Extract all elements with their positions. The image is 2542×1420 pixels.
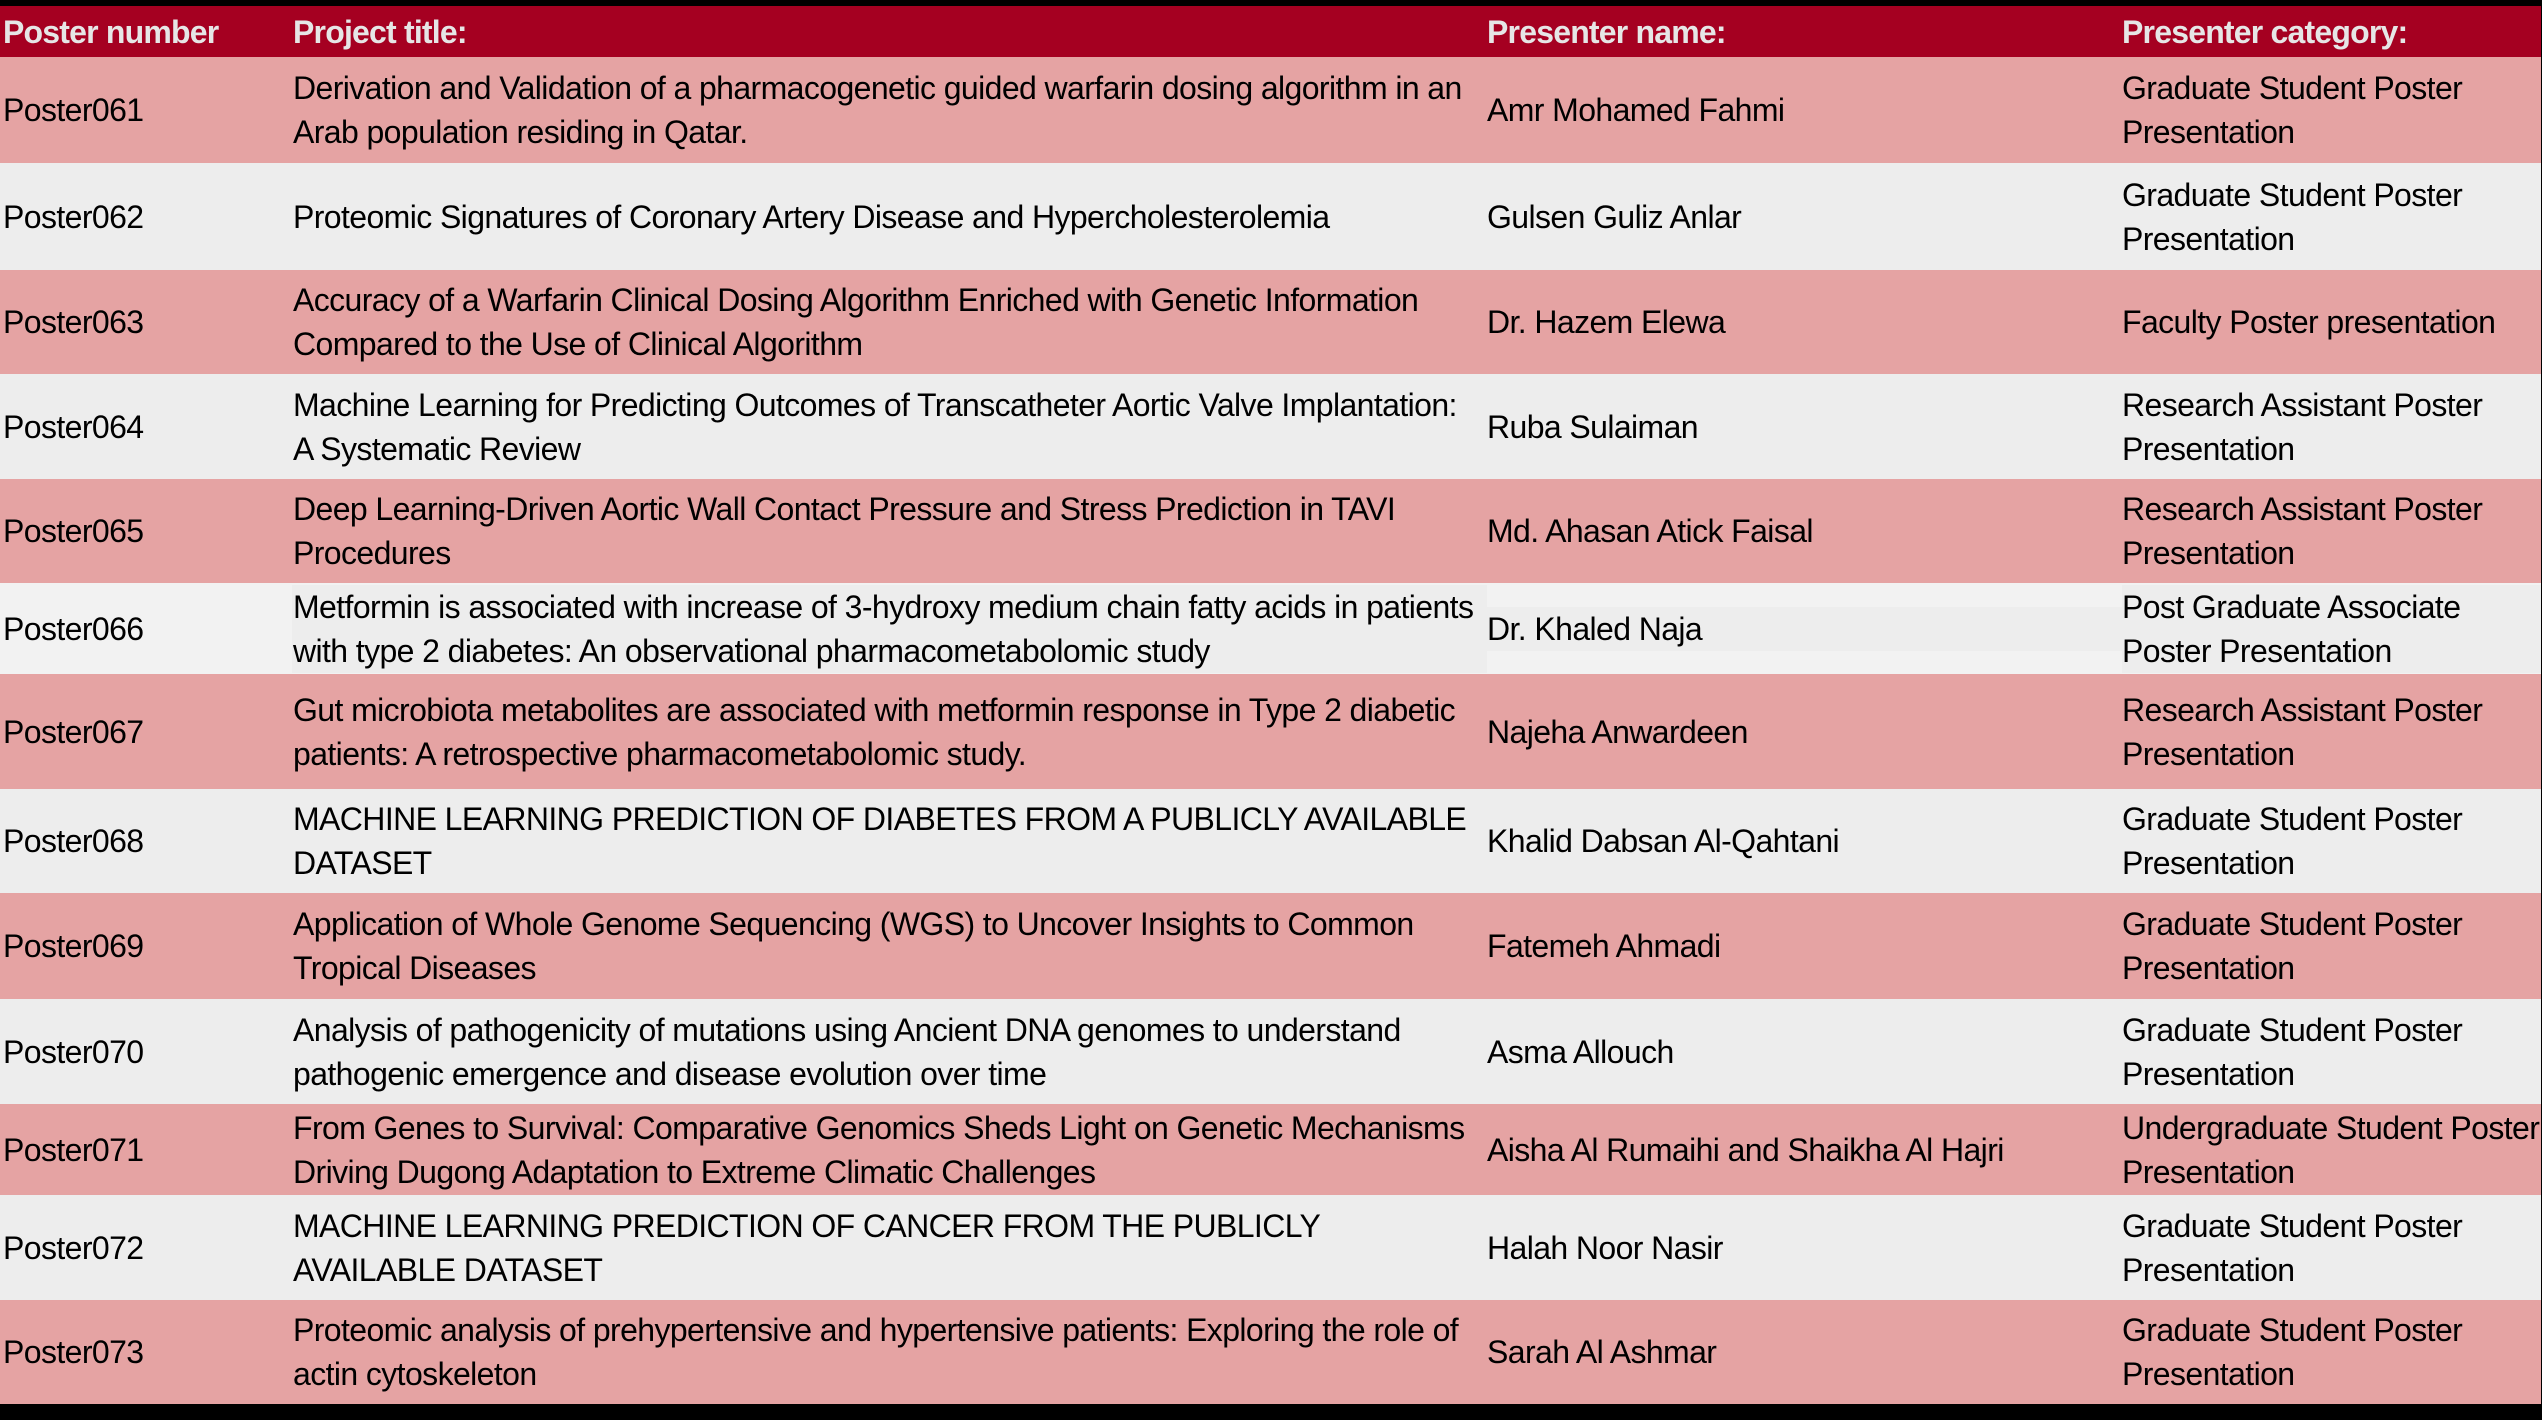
- poster-number: Poster066: [3, 610, 144, 647]
- project-title: Gut microbiota metabolites are associated with metformin response in Type 2 diabetic patients: A retrospective pharmacometabolomic study.: [293, 691, 1456, 772]
- presenter-name: Najeha Anwardeen: [1487, 713, 1748, 750]
- poster-number: Poster072: [3, 1229, 144, 1266]
- presenter-category: Graduate Student Poster Presentation: [2122, 176, 2463, 257]
- table-row: [0, 163, 2541, 270]
- header-presenter-category: Presenter category:: [2122, 13, 2408, 50]
- presenter-name: Sarah Al Ashmar: [1487, 1334, 1717, 1370]
- poster-number: Poster067: [3, 713, 144, 750]
- project-title: Derivation and Validation of a pharmacogenetic guided warfarin dosing algorithm in an Arab population residing in Qatar.: [293, 70, 1462, 150]
- table-row: [0, 1300, 2541, 1404]
- project-title: MACHINE LEARNING PREDICTION OF DIABETES FROM A PUBLICLY AVAILABLE DATASET: [293, 801, 1467, 881]
- poster-number: Poster068: [3, 823, 144, 859]
- project-title: Metformin is associated with increase of 3-hydroxy medium chain fatty acids in patients with type 2 diabetes: An observational pharmacometabolomic study: [292, 585, 1487, 673]
- project-title: Proteomic analysis of prehypertensive and hypertensive patients: Exploring the role of actin cytoskeleton: [293, 1312, 1459, 1392]
- project-title: From Genes to Survival: Comparative Genomics Sheds Light on Genetic Mechanisms Driving Dugong Adaptation to Extreme Climatic Challenges: [293, 1109, 1465, 1190]
- poster-number: Poster070: [3, 1033, 144, 1070]
- presenter-category: Research Assistant Poster Presentation: [2122, 691, 2483, 772]
- presenter-category: Post Graduate Associate Poster Presentation: [2122, 585, 2541, 673]
- poster-number: Poster064: [3, 408, 144, 445]
- presenter-category: Graduate Student Poster Presentation: [2122, 1011, 2463, 1092]
- header-project-title: Project title:: [293, 13, 467, 50]
- poster-number: Poster062: [3, 198, 144, 235]
- project-title: Deep Learning-Driven Aortic Wall Contact Pressure and Stress Prediction in TAVI Procedures: [293, 491, 1396, 571]
- table-row: [0, 999, 2541, 1104]
- presenter-name: Md. Ahasan Atick Faisal: [1487, 513, 1813, 549]
- presenter-name: Dr. Hazem Elewa: [1487, 304, 1726, 340]
- presenter-name: Asma Allouch: [1487, 1033, 1674, 1070]
- presenter-name: Khalid Dabsan Al-Qahtani: [1487, 823, 1840, 859]
- presenter-name: Gulsen Guliz Anlar: [1487, 198, 1742, 235]
- presenter-name: Amr Mohamed Fahmi: [1487, 92, 1785, 128]
- table-row: [0, 1104, 2541, 1195]
- table-header-row: [0, 6, 2541, 57]
- poster-number: Poster063: [3, 304, 144, 340]
- header-presenter-name: Presenter name:: [1487, 13, 1726, 50]
- poster-number: Poster071: [3, 1131, 144, 1168]
- presenter-category: Faculty Poster presentation: [2122, 304, 2496, 340]
- poster-number: Poster065: [3, 513, 144, 549]
- presenter-name: Fatemeh Ahmadi: [1487, 928, 1721, 964]
- table-row: [0, 57, 2541, 163]
- table-row: [0, 270, 2541, 374]
- table-row: [0, 583, 2541, 674]
- presenter-category: Graduate Student Poster Presentation: [2122, 1207, 2463, 1288]
- project-title: Machine Learning for Predicting Outcomes of Transcatheter Aortic Valve Implantation: A Systematic Review: [293, 386, 1457, 467]
- header-poster-number: Poster number: [3, 13, 219, 50]
- table-row: [0, 479, 2541, 583]
- presenter-name: Ruba Sulaiman: [1487, 408, 1698, 445]
- poster-number: Poster073: [3, 1334, 144, 1370]
- project-title: Accuracy of a Warfarin Clinical Dosing Algorithm Enriched with Genetic Information Compared to the Use of Clinical Algorithm: [293, 282, 1419, 362]
- project-title: MACHINE LEARNING PREDICTION OF CANCER FROM THE PUBLICLY AVAILABLE DATASET: [293, 1207, 1320, 1288]
- presenter-name: Halah Noor Nasir: [1487, 1229, 1723, 1266]
- presenter-category: Graduate Student Poster Presentation: [2122, 70, 2463, 150]
- table-row: [0, 374, 2541, 479]
- presenter-category: Graduate Student Poster Presentation: [2122, 801, 2463, 881]
- presenter-category: Graduate Student Poster Presentation: [2122, 906, 2463, 986]
- table-row: [0, 893, 2541, 999]
- table-row: [0, 789, 2541, 893]
- presenter-name: Aisha Al Rumaihi and Shaikha Al Hajri: [1487, 1131, 2004, 1168]
- presenter-category: Research Assistant Poster Presentation: [2122, 491, 2483, 571]
- poster-table: [0, 6, 2541, 1404]
- project-title: Analysis of pathogenicity of mutations using Ancient DNA genomes to understand pathogenic emergence and disease evolution over time: [293, 1011, 1401, 1092]
- table-row: [0, 674, 2541, 789]
- poster-number: Poster061: [3, 92, 144, 128]
- poster-number: Poster069: [3, 928, 144, 964]
- project-title: Application of Whole Genome Sequencing (WGS) to Uncover Insights to Common Tropical Diseases: [293, 906, 1414, 986]
- table-row: [0, 1195, 2541, 1300]
- project-title: Proteomic Signatures of Coronary Artery Disease and Hypercholesterolemia: [293, 198, 1330, 235]
- presenter-category: Undergraduate Student Poster Presentation: [2122, 1109, 2540, 1190]
- presenter-category: Graduate Student Poster Presentation: [2122, 1312, 2463, 1392]
- presenter-name: Dr. Khaled Naja: [1487, 607, 2122, 651]
- presenter-category: Research Assistant Poster Presentation: [2122, 386, 2483, 467]
